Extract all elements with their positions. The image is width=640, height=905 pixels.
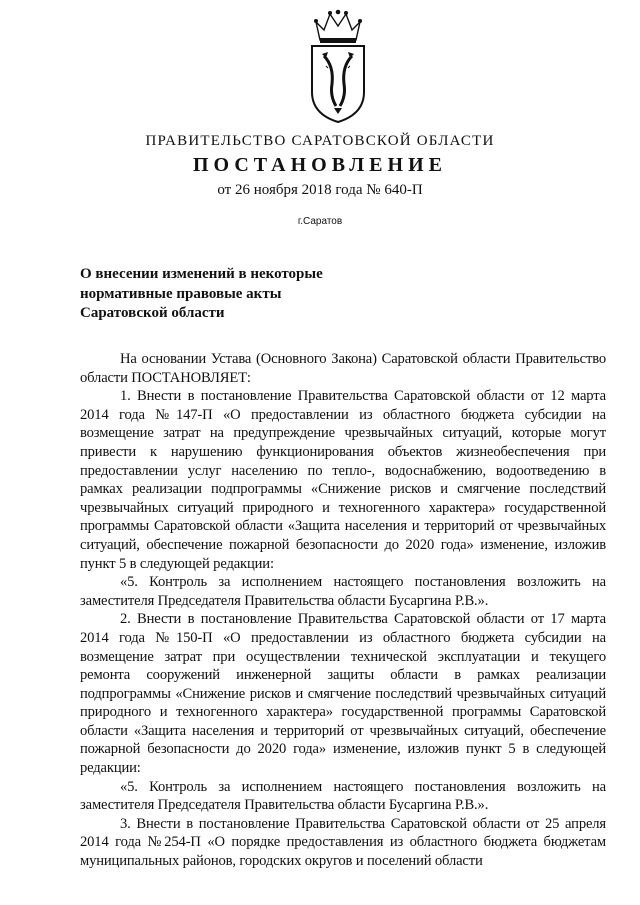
body-paragraph-item-1: 1. Внести в постановление Правительства Саратовской области от 12 марта 2014 года №147-П «О предоставлении из областного бюджета субсидии на возмещение затрат на предупреждение чрезвычайных ситуаций, которые могут привести к нарушению функционирования объектов жизнеобеспечения при предоставлении услуг населению по тепло-, водоснабжению, водоотведению в рамках реализации подпрограммы «Снижение рисков и смягчение последствий чрезвычайных ситуаций природного и техногенного характера» государственной программы Саратовской области «Защита населения и территорий от чрезвычайных ситуаций, обеспечение пожарной безопасности до 2020 года» изменение, изложив пункт 5 в следующей редакции: (80, 388, 606, 572)
document-date-number: от 26 ноября 2018 года № 640-П (217, 182, 423, 198)
body-paragraph-preamble: На основании Устава (Основного Закона) Саратовской области Правительство области ПОСТАНОВЛЯЕТ: (80, 351, 606, 386)
government-name: ПРАВИТЕЛЬСТВО САРАТОВСКОЙ ОБЛАСТИ (145, 133, 495, 149)
document-body (80, 350, 606, 871)
title-line: Саратовской области (80, 305, 225, 321)
body-paragraph-item-3: 3. Внести в постановление Правительства Саратовской области от 25 апреля 2014 года №254-П «О порядке предоставления из областного бюджета бюджетам муниципальных районов, городских округов и поселений области (80, 815, 606, 870)
title-line: нормативные правовые акты (80, 285, 282, 302)
body-paragraph-quote-2: «5. Контроль за исполнением настоящего постановления возложить на заместителя Председателя Правительства области Бусаргина Р.В.». (80, 778, 606, 814)
document-title (80, 265, 400, 324)
saratov-coat-of-arms-icon (308, 6, 368, 124)
body-paragraph-quote-1: «5. Контроль за исполнением настоящего постановления возложить на заместителя Председателя Правительства области Бусаргина Р.В.». (80, 574, 606, 609)
document-type: ПОСТАНОВЛЕНИЕ (193, 154, 447, 176)
document-city: г.Саратов (297, 216, 343, 227)
title-line: О внесении изменений в некоторые (80, 266, 323, 282)
body-paragraph-item-2: 2. Внести в постановление Правительства Саратовской области от 17 марта 2014 года №150-П «О предоставлении из областного бюджета субсидии на возмещение затрат при осуществлении технической эксплуатации и текущего ремонта сооружений инженерной защиты области в рамках реализации подпрограммы «Снижение рисков и смягчение последствий чрезвычайных ситуаций природного и техногенного характера» государственной программы Саратовской области «Защита населения и территорий от чрезвычайных ситуаций, обеспечение пожарной безопасности до 2020 года» изменение, изложив пункт 5 в следующей редакции: (80, 611, 606, 777)
